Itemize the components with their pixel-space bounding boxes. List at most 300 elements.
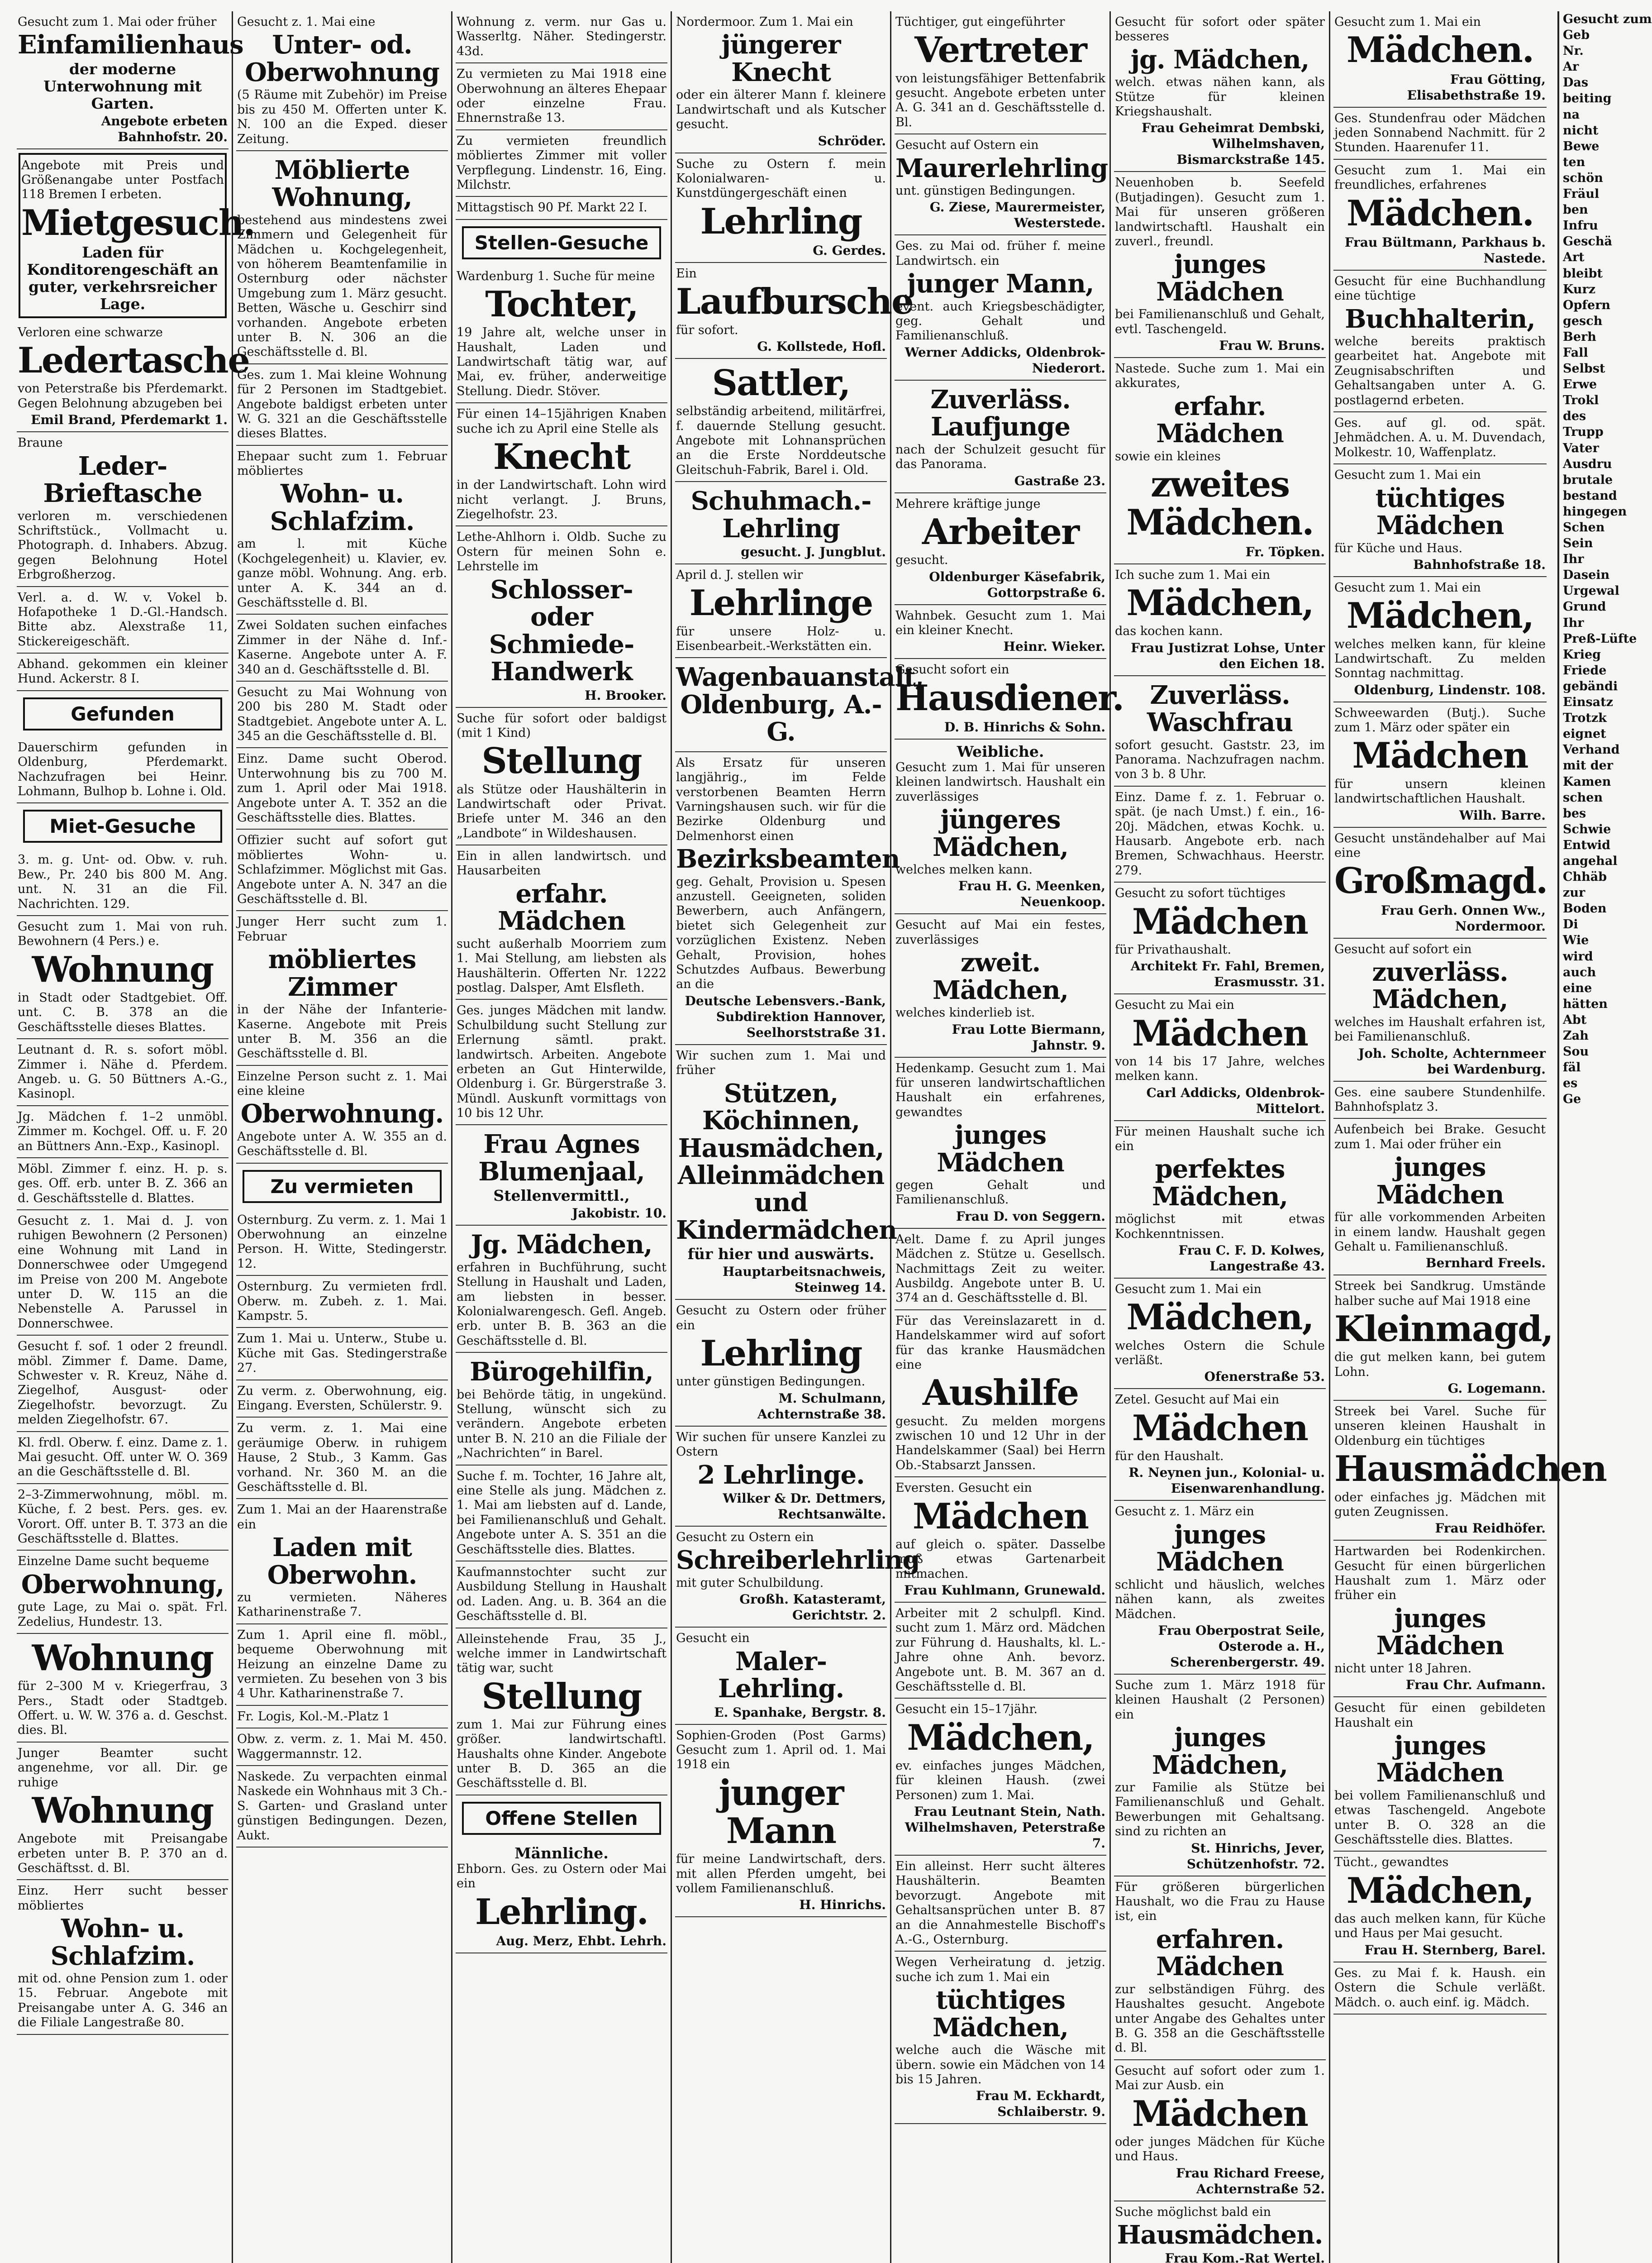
classified-ad bbox=[236, 1209, 448, 1276]
edge-fragment: Krieg bbox=[1563, 647, 1601, 662]
ad-headline: Oberwohnung. bbox=[240, 1099, 444, 1129]
ad-text: Neuenhoben b. Seefeld (Butjadingen). Gesucht zum 1. Mai für unseren größeren landwirtschaftl. Haushalt ein zuverl., freundl. bbox=[1115, 176, 1325, 248]
edge-fragment: bes bbox=[1563, 806, 1586, 821]
ad-category: Weibliche. bbox=[957, 743, 1044, 760]
ad-body: für 2–300 M v. Kriegerfrau, 3 Pers., Stadt oder Stadtgeb. Offert. u. W. W. 376 a. d. Geschst. dies. Bl. bbox=[18, 1679, 228, 1738]
classified-ad bbox=[1333, 939, 1547, 1082]
ad-headline: junges Mädchen bbox=[1376, 1603, 1504, 1661]
ad-text: Suche für sofort oder baldigst (mit 1 Kind) bbox=[457, 711, 667, 740]
ad-body: nicht unter 18 Jahren. bbox=[1334, 1661, 1472, 1676]
column-3 bbox=[452, 11, 672, 2263]
ad-body: für unsere Holz- u. Eisenbearbeit.-Werkstätten ein. bbox=[676, 624, 886, 654]
ad-text: Zu vermieten zu Mai 1918 eine Oberwohnung an älteres Ehepaar oder einzelne Frau. Ehnernstraße 13. bbox=[457, 67, 667, 125]
ad-text: Zu verm. z. Oberwohnung, eig. Eingang. Eversten, Schülerstr. 9. bbox=[237, 1384, 447, 1413]
ad-signature: Frau Götting, Elisabethstraße 19. bbox=[1407, 72, 1546, 103]
classified-ad bbox=[17, 654, 229, 691]
classified-ad bbox=[1333, 1401, 1607, 1541]
edge-fragment: Berh bbox=[1563, 329, 1596, 344]
ad-signature: Architekt Fr. Fahl, Bremen, Erasmusstr. 31. bbox=[1130, 959, 1325, 990]
ad-body: welches im Haushalt erfahren ist, bei Familienanschluß. bbox=[1334, 1015, 1546, 1044]
edge-fragment: Einsatz bbox=[1563, 695, 1613, 710]
ad-signature: G. Kollstede, Hofl. bbox=[757, 339, 886, 354]
classified-ad bbox=[1114, 1389, 1326, 1501]
edge-fragment: eignet bbox=[1563, 727, 1606, 741]
ad-body: nach der Schulzeit gesucht für das Panorama. bbox=[895, 442, 1105, 472]
ad-headline: junges Mädchen bbox=[937, 1120, 1064, 1178]
ad-body: das kochen kann. bbox=[1115, 624, 1223, 639]
classified-ad bbox=[1333, 577, 1547, 702]
ad-signature: Heinr. Wieker. bbox=[1003, 639, 1105, 654]
ad-text: Alleinstehende Frau, 35 J., welche immer in Landwirtschaft tätig war, sucht bbox=[457, 1632, 667, 1676]
classified-ad bbox=[456, 63, 667, 130]
classified-ad bbox=[1333, 11, 1547, 108]
ad-text: Osternburg. Zu verm. z. 1. Mai 1 Oberwohnung an einzelne Person. H. Witte, Stedingerstr. 12. bbox=[237, 1213, 447, 1271]
ad-headline: erfahr. Mädchen bbox=[1156, 391, 1284, 449]
ad-text: Junger Beamter sucht angenehme, vor all. Dir. ge ruhige bbox=[18, 1746, 228, 1790]
ad-body: 19 Jahre alt, welche unser in Haushalt, Laden und Landwirtschaft tätig war, auf Mai, ev. früher, anderweitige Stellung. Diedr. Stöver. bbox=[457, 325, 667, 398]
ad-signature: Gastraße 23. bbox=[1014, 473, 1105, 488]
ad-text: Junger Herr sucht zum 1. Februar bbox=[237, 915, 447, 944]
ad-text: Arbeiter mit 2 schulpfl. Kind. sucht zum 1. März ord. Mädchen zur Führung d. Haushalts, kl. L.-Jahre ohne Anh. bevorz. Angebote unt. B. M. 367 an d. Geschäftsstelle d. Bl. bbox=[895, 1606, 1105, 1694]
ad-text: Ges. zu Mai od. früher f. meine Landwirtsch. ein bbox=[895, 239, 1105, 268]
ad-body: für Küche und Haus. bbox=[1334, 541, 1463, 555]
classified-ad bbox=[456, 526, 667, 707]
ad-text: Einzelne Person sucht z. 1. Mai eine kleine bbox=[237, 1069, 447, 1098]
ad-body: von leistungsfähiger Bettenfabrik gesucht. Angebote erbeten unter A. G. 341 an d. Geschäftsstelle d. Bl. bbox=[895, 71, 1105, 129]
ad-headline: junges Mädchen bbox=[1156, 249, 1284, 307]
classified-ad bbox=[19, 153, 255, 318]
classified-ad bbox=[456, 1000, 667, 1125]
ad-text: Sophien-Groden (Post Garms) Gesucht zum 1. April od. 1. Mai 1918 ein bbox=[676, 1728, 886, 1772]
ad-text: Zu vermieten freundlich möbliertes Zimmer mit voller Verpflegung. Lindenstr. 16, Eing. Milchstr. bbox=[457, 134, 667, 192]
classified-ad bbox=[236, 748, 448, 830]
ad-subheading: Stellenvermittl., bbox=[493, 1187, 630, 1205]
ad-text: Nordermoor. Zum 1. Mai ein bbox=[676, 15, 853, 29]
ad-text: Gesucht zu Ostern ein bbox=[676, 1530, 814, 1544]
ad-headline: Stützen, Köchinnen, Hausmädchen, Alleinmädchen und Kindermädchen bbox=[676, 1078, 897, 1245]
ad-body: bei vollem Familienanschluß und etwas Taschengeld. Angebote unter B. O. 328 an die Geschäftsstelle dies. Blattes. bbox=[1334, 1788, 1546, 1847]
ad-text: Einz. Herr sucht besser möbliertes bbox=[18, 1884, 228, 1913]
ad-text: Zu verm. z. 1. Mai eine geräumige Oberw. in ruhigem Hause, 2 Stub., 3 Kamm. Gas vorhand. Nr. 360 M. an die Geschäftsstelle d. Bl. bbox=[237, 1421, 447, 1494]
classified-ad bbox=[1333, 271, 1547, 412]
ad-headline: zweit. Mädchen, bbox=[932, 948, 1069, 1005]
classified-ad bbox=[675, 359, 887, 482]
edge-fragment: ben bbox=[1563, 203, 1588, 217]
ad-body: sofort gesucht. Gaststr. 23, im Panorama. Nachzufragen nachm. von 3 b. 8 Uhr. bbox=[1115, 738, 1325, 782]
ad-text: Einz. Dame sucht Oberod. Unterwohnung bis zu 700 M. zum 1. April oder Mai 1918. Angebote unter A. T. 352 an die Geschäftsstelle dies. Blattes. bbox=[237, 752, 447, 825]
classified-ad bbox=[17, 587, 229, 654]
ad-signature: Bernhard Freels. bbox=[1425, 1256, 1546, 1271]
edge-fragment: Urgewal bbox=[1563, 584, 1619, 598]
ad-body: mit od. ohne Pension zum 1. oder 15. Februar. Angebote mit Preisangabe unter A. G. 346 an die Filiale Langestraße 80. bbox=[18, 1972, 228, 2030]
ad-text: Leutnant d. R. s. sofort möbl. Zimmer i. Nähe d. Pferdem. Angeb. u. G. 50 Büttners A.-G., Kasinopl. bbox=[18, 1043, 228, 1101]
ad-body: gesucht. bbox=[895, 553, 948, 568]
edge-fragment: ten bbox=[1563, 155, 1585, 169]
ad-headline: junges Mädchen, bbox=[1152, 1723, 1288, 1780]
ad-headline: junger Mann, bbox=[907, 269, 1094, 299]
classified-ad bbox=[1114, 1675, 1326, 1876]
ad-text: Ges. eine saubere Stundenhilfe. Bahnhofsplatz 3. bbox=[1334, 1085, 1546, 1114]
ad-body: sucht außerhalb Moorriem zum 1. Mai Stellung, am liebsten als Haushälterin. Offerten Nr. 1222 postlag. Dalsper, Amt Elsfleth. bbox=[457, 936, 667, 995]
edge-fragment: Gesucht zum bbox=[1563, 12, 1652, 26]
ad-text: Zum 1. Mai an der Haarenstraße ein bbox=[237, 1503, 447, 1532]
ad-signature: G. Gerdes. bbox=[813, 243, 886, 258]
ad-signature: Schröder. bbox=[818, 133, 886, 148]
edge-fragment: Erwe bbox=[1563, 377, 1597, 392]
ad-headline: Arbeiter bbox=[922, 511, 1079, 553]
classified-ad bbox=[1114, 787, 1326, 883]
section-heading: Miet-Gesuche bbox=[23, 810, 222, 843]
ad-body: für alle vorkommenden Arbeiten in einem landw. Haushalt gegen Gehalt u. Familienanschluß. bbox=[1334, 1210, 1546, 1254]
edge-fragment: Ar bbox=[1563, 60, 1579, 74]
ad-body: gegen Gehalt und Familienanschluß. bbox=[895, 1178, 1105, 1207]
classified-ad bbox=[1114, 1279, 1326, 1389]
edge-fragment: angehal bbox=[1563, 854, 1618, 868]
classified-ad bbox=[236, 1328, 448, 1380]
ad-headline: Mädchen, bbox=[1346, 1870, 1534, 1911]
ad-body: bei Familienanschluß und Gehalt, evtl. Taschengeld. bbox=[1115, 307, 1325, 336]
classified-ad bbox=[1333, 1541, 1547, 1697]
ad-headline: junger Mann bbox=[719, 1772, 843, 1852]
classified-ad bbox=[675, 482, 887, 564]
ad-text: Gesucht zu Mai ein bbox=[1115, 998, 1234, 1012]
edge-fragment: na bbox=[1563, 107, 1580, 122]
ad-text: Dauerschirm gefunden in Oldenburg, Pferdemarkt. Nachzufragen bei Heinr. Lohmann, Bulhop b. Lohne i. Old. bbox=[18, 740, 228, 799]
ad-body: zu vermieten. Näheres Katharinenstraße 7. bbox=[237, 1590, 447, 1619]
edge-fragment: Kamen bbox=[1563, 774, 1611, 789]
ad-text: Gesucht auf Mai ein festes, zuverlässiges bbox=[895, 918, 1105, 947]
ad-headline: Bezirksbeamten bbox=[676, 844, 900, 874]
ad-text: Jg. Mädchen f. 1–2 unmöbl. Zimmer m. Kochgel. Off. u. F. 20 an Büttners Ann.-Exp., Kasinopl. bbox=[18, 1109, 228, 1153]
ad-text: Hedenkamp. Gesucht zum 1. Mai für unseren landwirtschaftlichen Haushalt ein erfahrenes, gewandtes bbox=[895, 1061, 1105, 1119]
ad-text: Suche f. m. Tochter, 16 Jahre alt, eine Stelle als jung. Mädchen z. 1. Mai am liebsten auf d. Lande, bei Familienanschluß und Gehalt. Angebote unter A. S. 351 an die Geschäftsstelle dies. Blattes. bbox=[457, 1469, 667, 1556]
ad-text: Mehrere kräftige junge bbox=[895, 497, 1041, 511]
ad-body: welche bereits praktisch gearbeitet hat. Angebote mit Zeugnisabschriften und Gehaltsangaben unter A. G. postlagernd erbeten. bbox=[1334, 334, 1546, 407]
ad-headline: Aushilfe bbox=[922, 1372, 1079, 1414]
classified-ad bbox=[17, 1484, 229, 1551]
edge-fragment: Ausdru bbox=[1563, 457, 1612, 471]
ad-text: Ges. auf gl. od. spät. Jehmädchen. A. u. M. Duvendach, Molkestr. 10, Waffenplatz. bbox=[1334, 416, 1546, 459]
ad-text: Ges. junges Mädchen mit landw. Schulbildung sucht Stellung zur Erlernung sämtl. prakt. landwirtsch. Arbeiten. Angebote erbeten an Gut Hinterwilde, Oldenburg i. Gr. Bürgerstraße 3. Mündl. Auskunft vormittags von 10 bis 12 Uhr. bbox=[457, 1003, 667, 1121]
classified-ad bbox=[236, 1706, 448, 1728]
classified-ad bbox=[1333, 1082, 1547, 1119]
ad-text: Suche zum 1. März 1918 für kleinen Haushalt (2 Personen) ein bbox=[1115, 1678, 1325, 1722]
ad-text: Gesucht z. 1. Mai d. J. von ruhigen Bewohnern (2 Personen) eine Wohnung mit Land in Donnerschwee oder Umgegend im Preise von 200 M. Angebote unter D. W. 115 an die Nebenstelle A. Parussel in Donnerschwee. bbox=[18, 1214, 228, 1331]
ad-text: Wardenburg 1. Suche für meine bbox=[457, 269, 655, 283]
ad-text: Ges. zu Mai f. k. Haush. ein Ostern die Schule verläßt. Mädch. o. auch einf. ig. Mädch. bbox=[1334, 1966, 1546, 2010]
classified-ad bbox=[895, 493, 1106, 605]
classified-ad bbox=[456, 1466, 667, 1561]
ad-signature: Frau Kuhlmann, Grunewald. bbox=[904, 1582, 1105, 1598]
edge-fragment: Chhäb bbox=[1563, 870, 1607, 884]
ad-text: Gesucht für sofort oder später besseres bbox=[1115, 15, 1325, 44]
section-heading: Zu vermieten bbox=[243, 1170, 442, 1203]
ad-text: 3. m. g. Unt- od. Obw. v. ruh. Bew., Pr. 240 bis 800 M. Ang. unt. N. 31 an die Fil. Nachrichten. 129. bbox=[18, 853, 228, 911]
classified-ad bbox=[456, 1561, 667, 1628]
ad-text: Naskede. Zu verpachten einmal Naskede ein Wohnhaus mit 3 Ch.-S. Garten- und Grasland unter günstigen Bedingungen. Dezen, Aukt. bbox=[237, 1769, 447, 1843]
classified-ad bbox=[456, 1226, 667, 1353]
ad-headline: jüngeres Mädchen, bbox=[932, 805, 1069, 862]
edge-fragment: Trupp bbox=[1563, 425, 1604, 439]
ad-subheading: der moderne Unterwohnung mit Garten. bbox=[43, 60, 202, 112]
classified-ad bbox=[1333, 1962, 1547, 2015]
ad-text: Wir suchen für unsere Kanzlei zu Ostern bbox=[676, 1430, 886, 1459]
ad-text: Gesucht für einen gebildeten Haushalt ein bbox=[1334, 1701, 1546, 1730]
classified-ad bbox=[456, 403, 667, 526]
edge-fragment: Nr. bbox=[1563, 44, 1584, 58]
classified-ad bbox=[456, 130, 667, 197]
edge-fragment: Vater bbox=[1563, 441, 1599, 455]
classified-ad bbox=[236, 11, 448, 151]
ad-signature: Frau M. Eckhardt, Schlaiberstr. 9. bbox=[976, 2088, 1105, 2120]
classified-ad bbox=[1114, 1121, 1326, 1279]
ad-text: Ehborn. Ges. zu Ostern oder Mai ein bbox=[457, 1862, 667, 1891]
ad-signature: Aug. Merz, Ehbt. Lehrh. bbox=[496, 1933, 667, 1948]
ad-body: zur selbständigen Führg. des Haushaltes gesucht. Angebote unter Angabe des Gehaltes unter B. G. 358 an die Geschäftsstelle d. Bl. bbox=[1115, 1982, 1325, 2055]
edge-fragment: Schen bbox=[1563, 520, 1605, 535]
classified-ad bbox=[895, 134, 1106, 235]
classified-ad bbox=[17, 1106, 229, 1158]
ad-headline: Wohn- u. Schlafzim. bbox=[50, 1914, 195, 1971]
edge-fragment: Kurz bbox=[1563, 282, 1596, 296]
ad-headline: Lehrlinge bbox=[689, 582, 873, 624]
ad-headline: Mädchen bbox=[1132, 1012, 1308, 1054]
ad-text: Wahnbek. Gesucht zum 1. Mai ein kleiner Knecht. bbox=[895, 608, 1105, 637]
ad-text: Ges. Stundenfrau oder Mädchen jeden Sonnabend Nachmitt. für 2 Stunden. Haarenufer 11. bbox=[1334, 111, 1546, 155]
classified-ad bbox=[895, 659, 1124, 740]
ad-headline: Unter- od. Oberwohnung bbox=[245, 30, 439, 87]
ad-headline: Großmagd. bbox=[1334, 860, 1547, 902]
ad-body: welches melken kann, für kleine Landwirtschaft. Zu melden Sonntag nachmittag. bbox=[1334, 637, 1546, 681]
classified-ad bbox=[17, 1432, 229, 1484]
ad-body: zur Familie als Stütze bei Familienanschluß und Gehalt. Bewerbungen mit Gehaltsang. sind zu richten an bbox=[1115, 1781, 1325, 1839]
ad-headline: Zuverläss. Laufjunge bbox=[930, 384, 1071, 442]
ad-text: Angebote mit Preis und Größenangabe unter Postfach 118 Bremen I erbeten. bbox=[21, 158, 224, 202]
ad-signature: Angebote erbeten Bahnhofstr. 20. bbox=[101, 113, 228, 144]
ad-headline: junges Mädchen bbox=[1376, 1152, 1504, 1210]
ad-text: Braune bbox=[18, 436, 63, 450]
ad-body: für den Haushalt. bbox=[1115, 1449, 1224, 1464]
ad-headline: erfahren. Mädchen bbox=[1156, 1924, 1284, 1982]
ad-text: Gesucht für eine Buchhandlung eine tüchtige bbox=[1334, 274, 1546, 303]
classified-ad bbox=[895, 11, 1106, 134]
ad-body: von 14 bis 17 Jahre, welches melken kann. bbox=[1115, 1054, 1325, 1084]
classified-ad bbox=[895, 914, 1106, 1057]
ad-body: unter günstigen Bedingungen. bbox=[676, 1375, 866, 1389]
ad-text: Gesucht zu Ostern oder früher ein bbox=[676, 1303, 886, 1332]
classified-ad bbox=[456, 266, 667, 404]
classified-ad bbox=[17, 1039, 229, 1106]
ad-headline: Stellung bbox=[481, 1676, 642, 1717]
ad-body: verloren m. verschiedenen Schriftstück., Vollmacht u. Photograph. d. Inhabers. Abzug. gegen Belohnung Hotel Erbgroßherzog. bbox=[18, 509, 228, 582]
ad-headline: Oberwohnung, bbox=[21, 1569, 224, 1599]
column-2 bbox=[233, 11, 452, 2263]
ad-text: Ein alleinst. Herr sucht älteres Haushälterin. Beamten bevorzugt. Angebote mit Gehaltsansprüchen unter B. 87 an die Annahmestelle Bischoff's A.-G., Osternburg. bbox=[895, 1859, 1105, 1947]
edge-fragment: des bbox=[1563, 409, 1586, 424]
classified-ad bbox=[895, 1603, 1106, 1699]
classified-ad bbox=[1114, 1876, 1326, 2060]
ad-text: 2–3-Zimmerwohnung, möbl. m. Küche, f. 2 best. Pers. ges. ev. Vorort. Off. unter B. T. 373 an die Geschäftsstelle d. Blattes. bbox=[18, 1487, 228, 1546]
edge-fragment: Selbst bbox=[1563, 362, 1605, 376]
edge-fragment: Grund bbox=[1563, 600, 1606, 614]
classified-ad bbox=[675, 1725, 887, 1918]
ad-signature: gesucht. J. Jungblut. bbox=[741, 544, 886, 560]
classified-ad bbox=[1333, 1275, 1553, 1401]
edge-fragment: mit der bbox=[1563, 759, 1613, 773]
ad-body: von Peterstraße bis Pferdemarkt. Gegen Belohnung abzugeben bei bbox=[18, 382, 228, 411]
ad-text: Gesucht auf sofort oder zum 1. Mai zur Ausb. ein bbox=[1115, 2063, 1325, 2093]
ad-body: möglichst mit etwas Kochkenntnissen. bbox=[1115, 1212, 1325, 1241]
ad-text: Einzelne Dame sucht bequeme bbox=[18, 1554, 209, 1569]
classified-ad bbox=[17, 737, 229, 804]
ad-body: für Privathaushalt. bbox=[1115, 942, 1232, 957]
ad-signature: Frau C. F. D. Kolwes, Langestraße 43. bbox=[1178, 1243, 1325, 1274]
ad-headline: Maler-Lehrling. bbox=[718, 1646, 844, 1704]
ad-signature: Oldenburg, Lindenstr. 108. bbox=[1354, 682, 1546, 697]
ad-signature: St. Hinrichs, Jever, Schützenhofstr. 72. bbox=[1186, 1840, 1325, 1872]
ad-text: Gesucht zum 1. Mai für unseren kleinen landwirtsch. Haushalt ein zuverlässiges bbox=[895, 760, 1105, 804]
edge-fragment: Preß-Lüfte bbox=[1563, 631, 1637, 646]
ad-headline: jüngerer Knecht bbox=[721, 30, 841, 87]
ad-body: oder ein älterer Mann f. kleinere Landwirtschaft und als Kutscher gesucht. bbox=[676, 88, 886, 132]
ad-signature: Frau Reidhöfer. bbox=[1435, 1521, 1546, 1536]
ad-text: Aelt. Dame f. zu April junges Mädchen z. Stütze u. Gesellsch. Nachmittags Zeit zu weiter. Ausbildg. Angebote unter B. U. 374 an d. Geschäftsstelle d. Bl. bbox=[895, 1232, 1105, 1305]
ad-signature: Ofenerstraße 53. bbox=[1204, 1369, 1325, 1385]
classified-ad bbox=[1114, 676, 1326, 787]
ad-headline: Frau Agnes Blumenjaal, bbox=[478, 1129, 645, 1187]
ad-text: Gesucht z. 1. März ein bbox=[1115, 1504, 1254, 1519]
edge-fragment: Schwie bbox=[1563, 822, 1611, 836]
ad-signature: H. Brooker. bbox=[585, 687, 667, 703]
ad-headline: erfahr. Mädchen bbox=[498, 878, 625, 936]
ad-body: schlicht und häuslich, welches nähen kann, als zweites Mädchen. bbox=[1115, 1577, 1325, 1621]
classified-ad bbox=[1114, 11, 1326, 172]
classified-ad bbox=[1114, 883, 1326, 994]
classified-ad bbox=[895, 1699, 1106, 1856]
ad-text: Möbl. Zimmer f. einz. H. p. s. ges. Off. erb. unter B. Z. 366 an d. Geschäftsstelle d. Blattes. bbox=[18, 1161, 228, 1205]
classified-ad bbox=[17, 1743, 229, 1881]
ad-signature: Jakobistr. 10. bbox=[572, 1206, 667, 1221]
ad-text: Ich suche zum 1. Mai ein bbox=[1115, 568, 1271, 582]
ad-headline: Wohn- u. Schlafzim. bbox=[270, 479, 414, 536]
classified-ad bbox=[236, 615, 448, 682]
classified-ad bbox=[236, 1380, 448, 1418]
ad-headline: Mädchen, bbox=[1346, 595, 1534, 637]
ad-text: Abhand. gekommen ein kleiner Hund. Ackerstr. 8 I. bbox=[18, 657, 228, 686]
ad-text: Tüchtiger, gut eingeführter bbox=[895, 15, 1065, 29]
ad-text: Suche möglichst bald ein bbox=[1115, 2205, 1271, 2219]
classified-ad bbox=[236, 1766, 448, 1848]
classified-ad bbox=[456, 197, 667, 220]
classified-ad bbox=[456, 1125, 667, 1226]
ad-body: unt. günstigen Bedingungen. bbox=[895, 184, 1076, 198]
ad-headline: Hausdiener. bbox=[895, 677, 1124, 719]
ad-text: Eversten. Gesucht ein bbox=[895, 1481, 1032, 1495]
edge-fragment: hätten bbox=[1563, 997, 1608, 1011]
column-4 bbox=[672, 11, 924, 2263]
classified-ad bbox=[236, 682, 448, 749]
ad-body: geg. Gehalt, Provision u. Spesen anzustell. Geeigneten, soliden Bewerbern, auch Anfängern, bietet sich Gelegenheit zur vorzüglichen Existenz. Neben Gehalt, Provision, hohes Schutzdes Aufbaus. Bewerbung an die bbox=[676, 874, 886, 992]
ad-body: für meine Landwirtschaft, ders. mit allen Pferden umgeht, bei vollem Familienanschluß. bbox=[676, 1852, 886, 1895]
ad-headline: jg. Mädchen, bbox=[1130, 44, 1309, 75]
ad-signature: Wilker & Dr. Dettmers, Rechtsanwälte. bbox=[723, 1490, 886, 1522]
ad-body: bei Behörde tätig, in ungekünd. Stellung, wünscht sich zu verändern. Angebote erbeten unter B. N. 210 an die Filiale der „Nachrichten“ in Barel. bbox=[457, 1387, 667, 1461]
ad-headline: Mädchen, bbox=[907, 1717, 1094, 1758]
edge-fragment: beiting bbox=[1563, 91, 1612, 106]
classified-ad bbox=[1333, 1852, 1547, 1962]
ad-body: selbständig arbeitend, militärfrei, f. dauernde Stellung gesucht. Angebote mit Lohnansprüchen an die Erste Norddeutsche Gleitschuh-Fabrik, Barel i. Old. bbox=[676, 404, 886, 477]
classified-ad bbox=[675, 1300, 887, 1426]
ad-signature: Frau Leutnant Stein, Nath. Wilhelmshaven, Peterstraße 7. bbox=[905, 1804, 1105, 1851]
ad-signature: Frau W. Bruns. bbox=[1219, 338, 1325, 353]
ad-headline: Knecht bbox=[493, 436, 630, 478]
edge-fragment: Dasein bbox=[1563, 568, 1610, 582]
edge-fragment: Boden bbox=[1563, 902, 1607, 916]
ad-text: Lethe-Ahlhorn i. Oldb. Suche zu Ostern für meinen Sohn e. Lehrstelle im bbox=[457, 530, 667, 574]
ad-signature: M. Schulmann, Achternstraße 38. bbox=[757, 1390, 886, 1422]
ad-signature: Frau Geheimrat Dembski, Wilhelmshaven, Bismarckstraße 145. bbox=[1142, 120, 1325, 167]
classified-ad bbox=[675, 263, 913, 359]
ad-text: Ein in allen landwirtsch. und Hausarbeiten bbox=[457, 849, 667, 878]
classified-ad bbox=[675, 658, 924, 752]
ad-text: Gesucht f. sof. 1 oder 2 freundl. möbl. Zimmer f. Dame. Dame, Schwester v. R. Kreuz, Nähe d. Ziegelhof, Ausgust- oder Ziegelhofstr. bevorzugt. Zu melden Ziegelhofstr. 67. bbox=[18, 1339, 228, 1427]
ad-subheading: für hier und auswärts. bbox=[687, 1245, 875, 1263]
ad-signature: Frau H. Sternberg, Barel. bbox=[1364, 1942, 1546, 1957]
classified-ad bbox=[1333, 108, 1547, 160]
ad-text: Kaufmannstochter sucht zur Ausbildung Stellung in Haushalt od. Laden. Ang. u. B. 364 an die Geschäftsstelle d. Bl. bbox=[457, 1565, 667, 1623]
classified-ad bbox=[17, 1210, 229, 1336]
classified-ad bbox=[236, 446, 448, 615]
ad-text: Einz. Dame f. z. 1. Februar o. spät. (je nach Umst.) f. ein., 16-20j. Mädchen, etwas Kochk. u. Hausarb. Angebote erb. nach Bremen, Schwachhaus. Heerstr. 279. bbox=[1115, 790, 1325, 878]
ad-headline: Zuverläss. Waschfrau bbox=[1147, 680, 1293, 738]
edge-fragment: Zah bbox=[1563, 1029, 1589, 1043]
ad-text: Aufenbeich bei Brake. Gesucht zum 1. Mai oder früher ein bbox=[1334, 1122, 1546, 1151]
ad-text: Tücht., gewandtes bbox=[1334, 1855, 1449, 1870]
ad-headline: Einfamilienhaus bbox=[18, 30, 243, 60]
edge-fragment: bestand bbox=[1563, 488, 1617, 503]
ad-headline: Wohnung bbox=[32, 1790, 214, 1831]
ad-text: Mittagstisch 90 Pf. Markt 22 I. bbox=[457, 201, 647, 215]
ad-headline: Lehrling bbox=[700, 201, 862, 242]
ad-text: Ehepaar sucht zum 1. Februar möbliertes bbox=[237, 449, 447, 478]
edge-fragment: Friede bbox=[1563, 663, 1607, 678]
ad-body: event. auch Kriegsbeschädigter, geg. Gehalt und Familienanschluß. bbox=[895, 299, 1105, 343]
classified-ad bbox=[456, 845, 667, 1000]
ad-text: Zum 1. Mai u. Unterw., Stube u. Küche mit Gas. Stedingerstraße 27. bbox=[237, 1332, 447, 1375]
ad-body: bestehend aus mindestens zwei Zimmern und Gelegenheit für Mädchen u. Kochgelegenheit, von höherem Beamtenfamilie in Osternburg oder nächster Umgebung zum 1. März gesucht. Betten, Wäsche u. Geschirr sind vorhanden. Angebote erbeten unter B. N. 306 an die Geschäftsstelle d. Bl. bbox=[237, 213, 447, 359]
edge-fragment: es bbox=[1563, 1076, 1578, 1091]
ad-headline: Mädchen. bbox=[1346, 192, 1534, 234]
ad-body: in der Landwirtschaft. Lohn wird nicht verlangt. J. Bruns, Ziegelhofstr. 23. bbox=[457, 478, 667, 522]
edge-fragment: Ge bbox=[1563, 1092, 1581, 1107]
ad-text: Gesucht zum 1. Mai ein bbox=[1334, 580, 1481, 595]
ad-signature: Bahnhofstraße 18. bbox=[1413, 557, 1546, 572]
edge-fragment: Abt bbox=[1563, 1012, 1587, 1027]
classified-ad bbox=[17, 849, 229, 916]
ad-body: (5 Räume mit Zubehör) im Preise bis zu 450 M. Offerten unter K. N. 100 an die Exped. dieser Zeitung. bbox=[237, 88, 447, 146]
ad-headline: Lehrling. bbox=[475, 1891, 648, 1933]
ad-headline: Kleinmagd, bbox=[1334, 1308, 1553, 1350]
classified-ad bbox=[895, 740, 1106, 914]
classified-ad bbox=[675, 11, 887, 153]
ad-headline: Jg. Mädchen, bbox=[471, 1230, 652, 1260]
classified-ad bbox=[236, 1418, 448, 1499]
classified-ad bbox=[456, 708, 667, 846]
ad-headline: Wohnung bbox=[32, 949, 214, 990]
ad-body: mit guter Schulbildung. bbox=[676, 1576, 824, 1590]
ad-headline: Mietgesuch. bbox=[21, 202, 255, 243]
classified-ad bbox=[1114, 2060, 1326, 2201]
